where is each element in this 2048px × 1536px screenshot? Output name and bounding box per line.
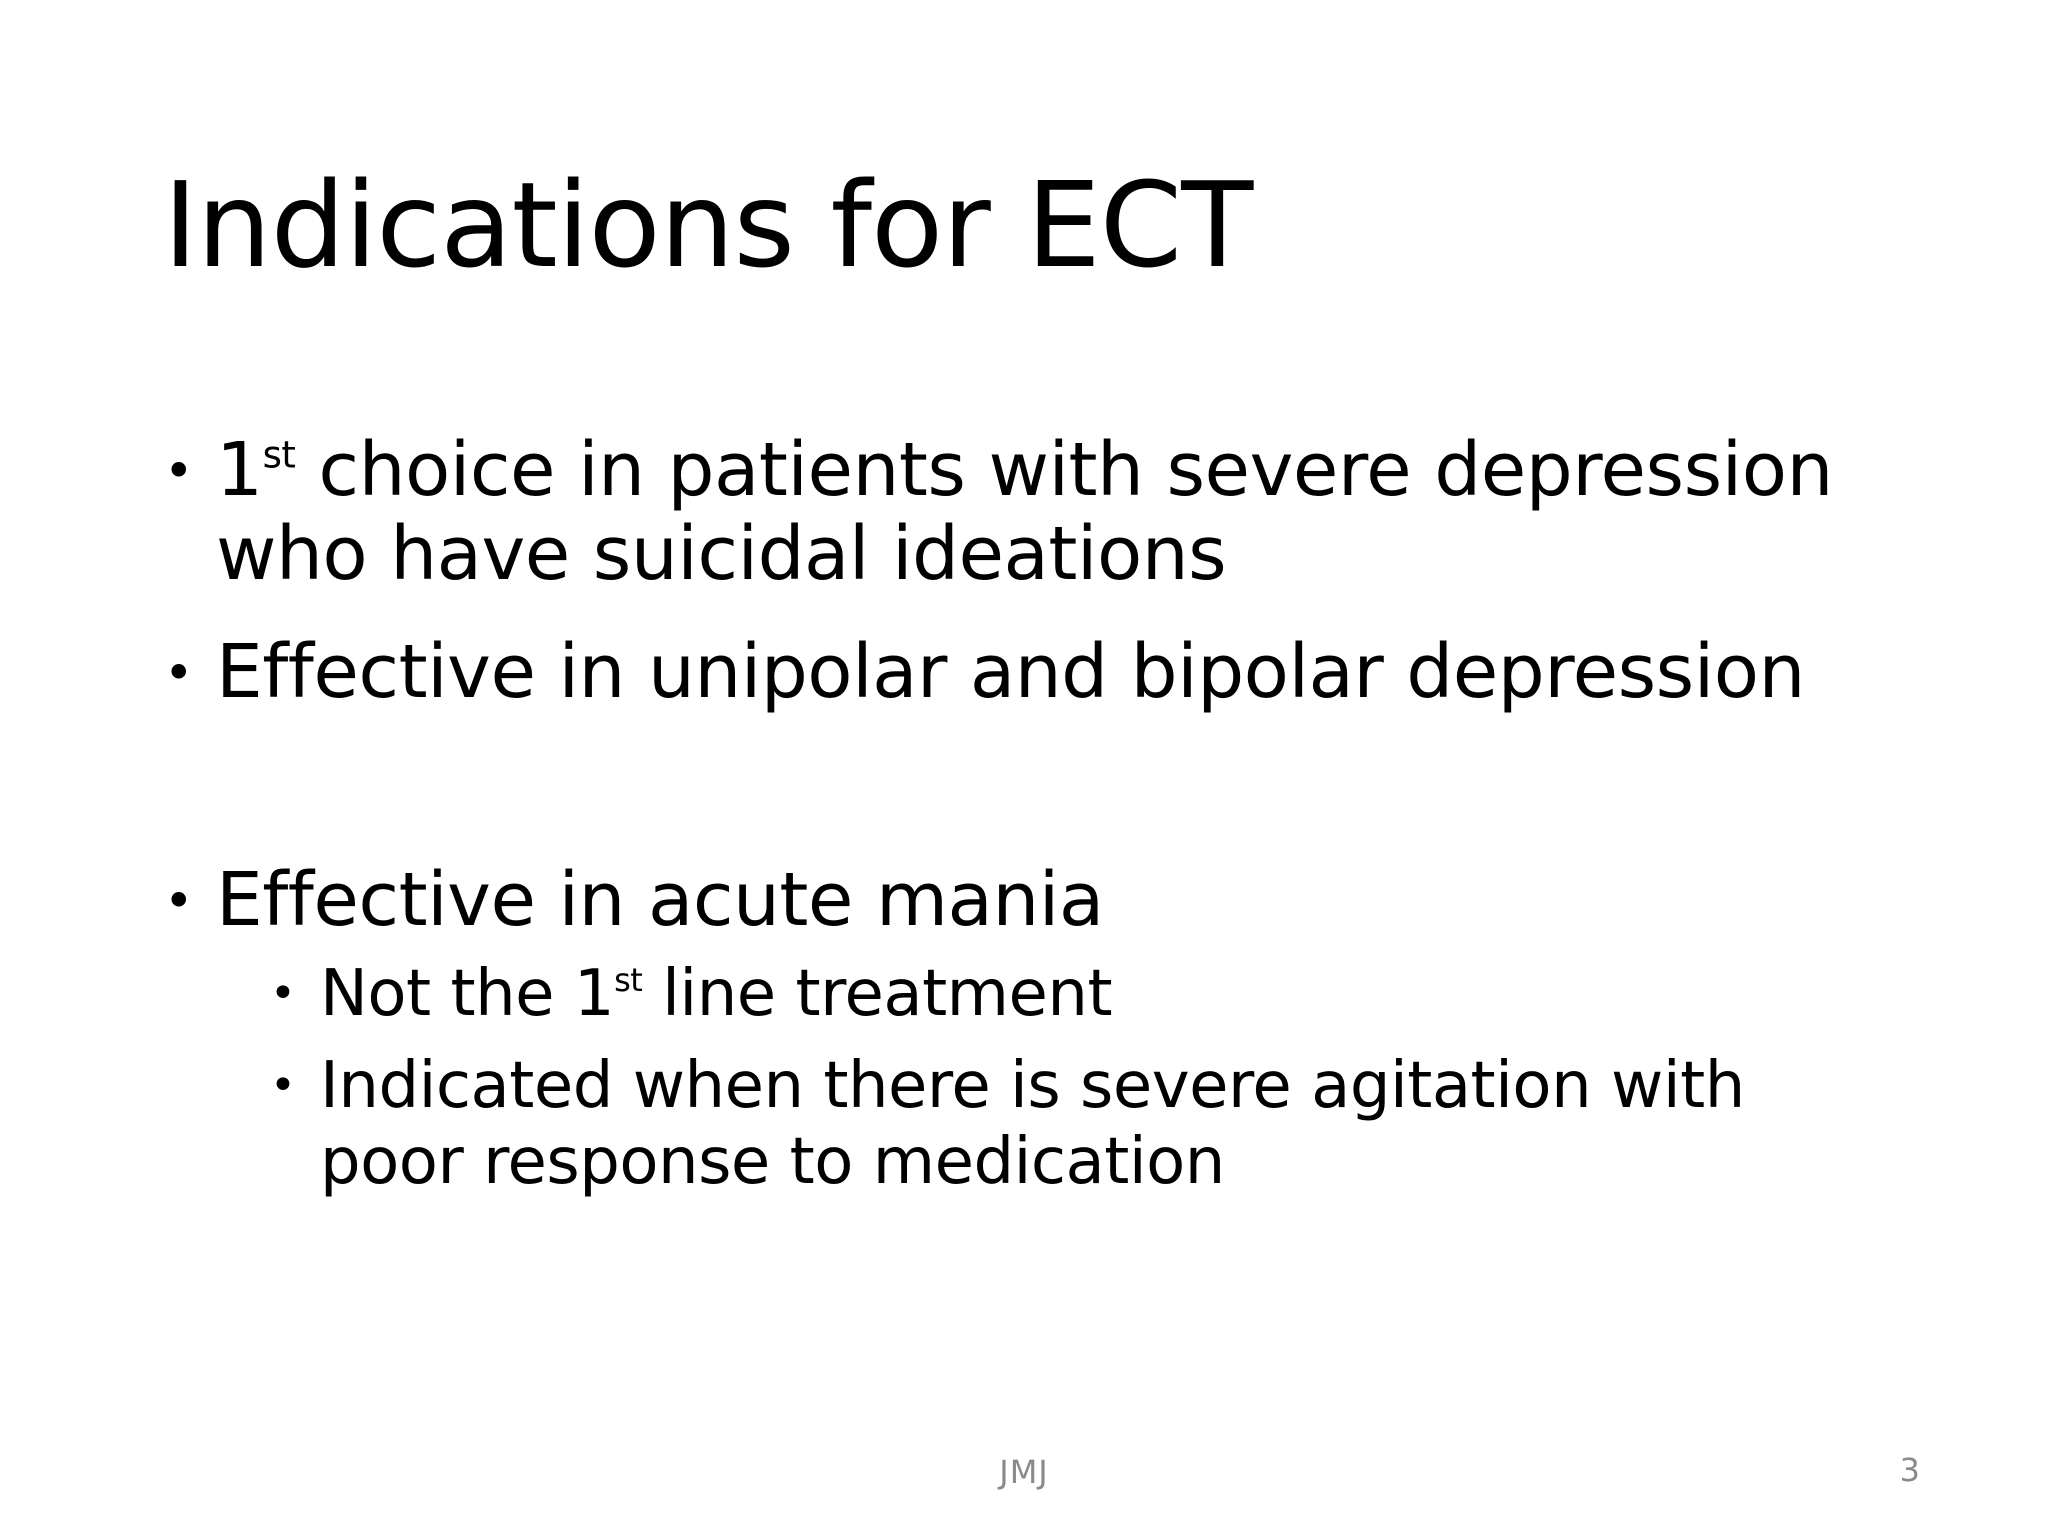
page-number: 3 [1899, 1451, 1920, 1489]
bullet-text: choice in patients with severe depression who have suicidal ideations [216, 427, 1833, 597]
bullet-text: Effective in unipolar and bipolar depression [216, 629, 1805, 715]
bullet-text: Effective in acute mania [216, 857, 1104, 943]
bullet-marker: • [164, 872, 193, 930]
bullet-item [164, 857, 1926, 943]
footer-author: JMJ [999, 1453, 1049, 1491]
bullet-item [164, 629, 1926, 715]
bullet-number: 1 [216, 427, 263, 513]
sub-bullet-item [270, 1048, 1880, 1200]
ordinal-suffix: st [614, 961, 643, 999]
bullet-marker: • [164, 442, 193, 500]
sub-bullet-marker: • [270, 968, 296, 1019]
sub-bullet-text-pre: Not the 1 [320, 957, 615, 1031]
ordinal-suffix: st [262, 433, 296, 477]
bullet-item [164, 427, 1926, 597]
sub-bullet-marker: • [270, 1060, 296, 1111]
sub-bullet-item [270, 956, 1880, 1032]
bullet-marker: • [164, 644, 193, 702]
slide-title: Indications for ECT [163, 156, 1253, 294]
sub-bullet-text: Indicated when there is severe agitation with poor response to medication [320, 1049, 1745, 1199]
sub-bullet-text-post: line treatment [642, 957, 1113, 1031]
